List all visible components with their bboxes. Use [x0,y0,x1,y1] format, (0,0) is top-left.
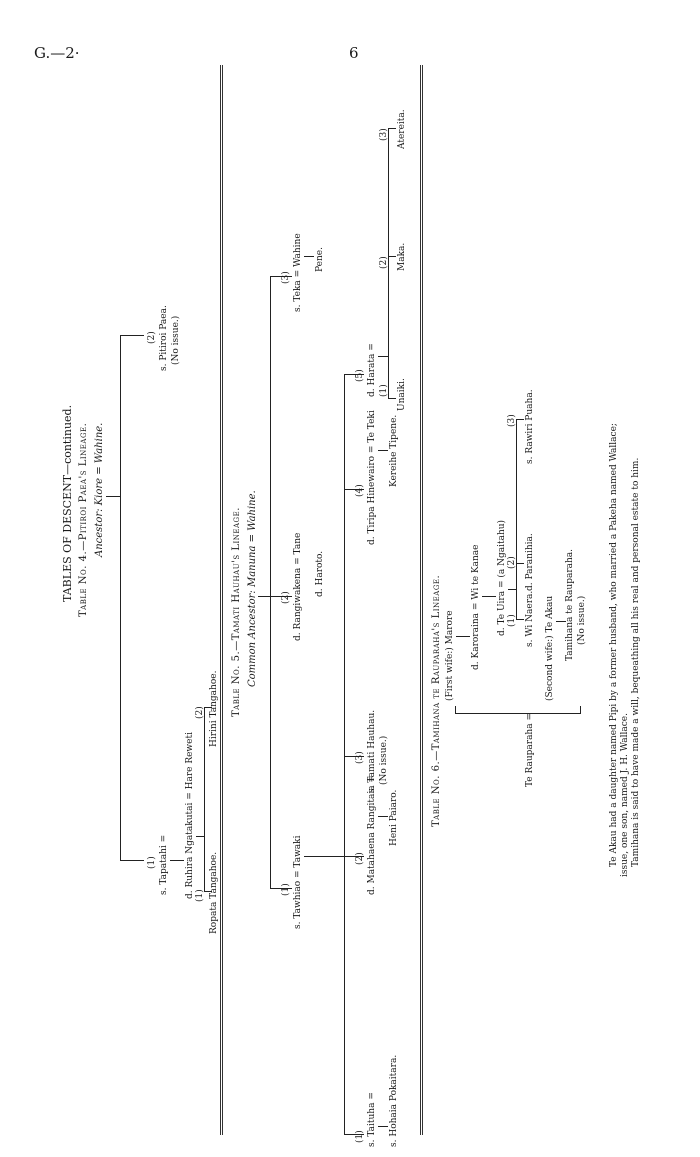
table5-ancestor: Common Ancestor: Manuna = Wahine. [247,490,258,687]
t5-gc2: d. Matahaena Rangitaia = [367,775,377,895]
t5-c3-num: (3) [281,271,291,284]
t5-gc5-num: (5) [355,369,365,382]
t6-second-wife: (Second wife:) Te Akau [545,595,555,701]
t5-gc1: s. Taituha = [367,1092,377,1147]
tables-title: TABLES OF DESCENT—continued. [61,404,74,602]
t5-gc4-child: Kereihe Tipene. [389,414,399,487]
t6-n1: (1) [507,614,517,627]
t4-ggc2-num: (2) [195,706,205,719]
t6-k1: d. Karoraina = Wi te Kanae [471,544,481,670]
t6-k5: s. Rawiri Puaha. [525,389,535,464]
t5-h3-num: (3) [379,128,389,141]
t6-k3: s. Wi Naera. [525,590,535,647]
t4-ggc2: Hirini Tangahoe. [209,670,219,747]
t5-gc3: s. Tamati Hauhau. [367,709,377,793]
t5-gc1-num: (1) [355,1130,365,1143]
footnote-line1: Te Akau had a daughter named Pipi by a former husband, who married a Pakeha named Wallace; [609,423,619,867]
t5-gc1-child: s. Hohaia Pokaitara. [389,1054,399,1147]
t6-k2: d. Te Uira = (a Ngaitahu) [497,519,507,636]
footnote-line2: issue, one son, named J. H. Wallace. [620,713,630,877]
t5-gc4: d. Tiripa Hinewairo = Te Teki [367,410,377,545]
rule-top [220,65,223,1135]
t4-ggc1-num: (1) [195,889,205,902]
t5-gc4-num: (4) [355,484,365,497]
t4-child2-note: (No issue.) [171,315,181,365]
t5-c2: d. Rangiwakena = Tane [293,532,303,641]
t5-h1: Unaiki. [397,378,407,411]
t5-gc3-note: (No issue.) [379,735,389,785]
footnote-line3: Tamihana is said to have made a will, bequeathing all his real and personal estate to him. [631,457,641,867]
t5-h1-num: (1) [379,384,389,397]
t6-n2: (2) [507,556,517,569]
t4-child1-num: (1) [147,856,157,869]
t6-k4: d. Paranihia. [525,533,535,591]
t6-n3: (3) [507,414,517,427]
table6-title: Table No. 6.—Tamihana te Rauparaha's Lineage. [431,574,442,827]
t4-child2: s. Pitiroi Paea. [159,305,169,371]
t6-son-note: (No issue.) [577,595,587,645]
t5-c1: s. Tawhiao = Tawaki [293,835,303,929]
table4-title: Table No. 4.—Pitiroi Paea's Lineage. [78,422,89,617]
t5-h2-num: (2) [379,256,389,269]
t5-c3-child: Pene. [315,247,325,272]
t4-child2-num: (2) [147,331,157,344]
t5-h3: Atereita. [397,109,407,149]
t5-c2-child: d. Haroto. [315,550,325,597]
t5-c1-num: (1) [281,883,291,896]
t4-ggc1: Ropata Tangahoe. [209,851,219,934]
t6-root: Te Rauparaha = [525,713,535,787]
t6-son: Tamihana te Rauparaha. [565,548,575,661]
rule-mid [420,65,423,1135]
table4-ancestor: Ancestor: Kiore = Wahine. [94,422,105,557]
t5-gc3-num: (3) [355,751,365,764]
t5-c3: s. Teka = Wahine [293,233,303,312]
table5-title: Table No. 5.—Tamati Hauhau's Lineage. [231,507,242,717]
t5-gc2-child: Heni Paiaro. [389,789,399,846]
page-series-code: G.—2· [34,44,80,62]
t4-child1: s. Tapatahi = [159,834,169,895]
t5-c2-num: (2) [281,591,291,604]
t5-gc5: d. Harata = [367,343,377,397]
t5-gc2-num: (2) [355,852,365,865]
t5-h2: Maka. [397,242,407,271]
t6-first-wife: (First wife:) Marore [445,610,455,701]
t4-grandchild: d. Ruhira Ngatakutai = Hare Reweti [185,732,195,899]
page-number: 6 [349,44,359,62]
